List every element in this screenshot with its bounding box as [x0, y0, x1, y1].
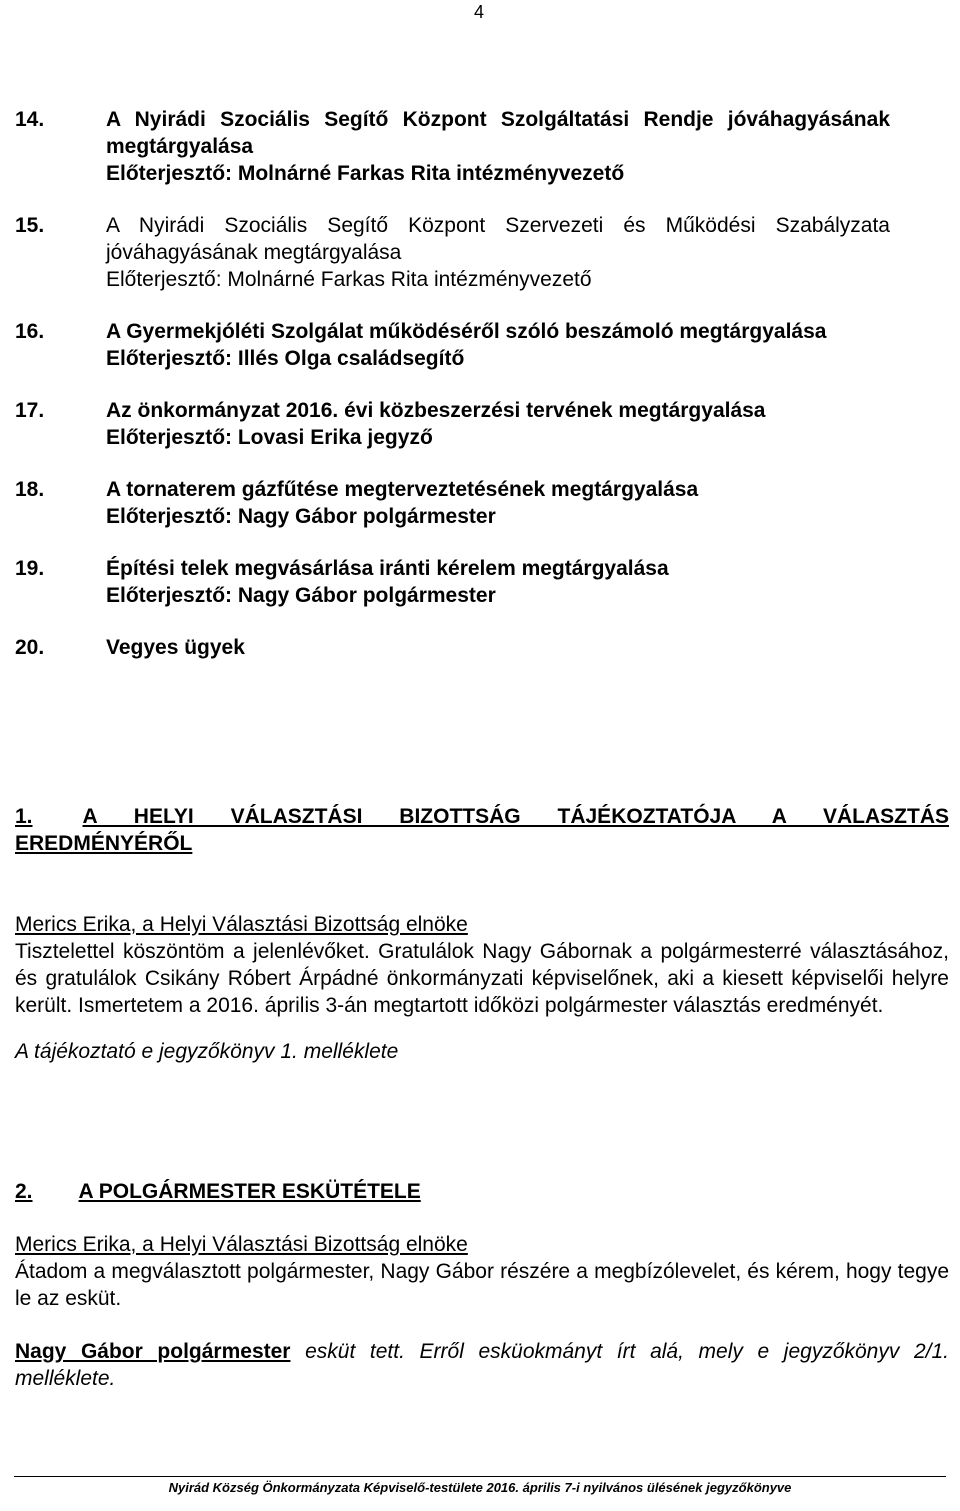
section-2-speaker: Merics Erika, a Helyi Választási Bizottság elnöke	[15, 1233, 468, 1256]
agenda-item-presenter: Előterjesztő: Molnárné Farkas Rita intézményvezető	[106, 268, 592, 291]
agenda-item-presenter: Előterjesztő: Lovasi Erika jegyző	[106, 426, 433, 449]
section-1-note: A tájékoztató e jegyzőkönyv 1. melléklete	[15, 1040, 399, 1063]
page-number: 4	[474, 2, 485, 22]
agenda-item-presenter: Előterjesztő: Molnárné Farkas Rita intézményvezető	[106, 162, 625, 185]
section-2-heading-text: A POLGÁRMESTER ESKÜTÉTELE	[78, 1180, 421, 1203]
agenda-item-number: 14.	[15, 108, 45, 131]
section-2-oath	[15, 1338, 949, 1392]
agenda-item	[15, 634, 890, 661]
agenda-item-title: Az önkormányzat 2016. évi közbeszerzési tervének megtárgyalása	[106, 399, 766, 422]
agenda-item-number: 19.	[15, 557, 45, 580]
agenda-item-title: A Gyermekjóléti Szolgálat működéséről szóló beszámoló megtárgyalása	[106, 320, 827, 343]
page-footer: Nyirád Község Önkormányzata Képviselő-testülete 2016. április 7-i nyilvános ülésének jegyzőkönyve	[168, 1480, 792, 1495]
agenda-item	[15, 106, 890, 187]
agenda-item-number: 17.	[15, 399, 45, 422]
agenda-item	[15, 555, 890, 609]
agenda-item	[15, 212, 890, 293]
section-2	[15, 1178, 949, 1392]
oath-text: esküt tett. Erről esküokmányt írt alá, mely e jegyzőkönyv 2/1. melléklete.	[15, 1340, 949, 1390]
agenda-item-title: A Nyirádi Szociális Segítő Központ Szervezeti és Működési Szabályzata jóváhagyásának megtárgyalása	[106, 214, 890, 264]
agenda-item-title: A Nyirádi Szociális Segítő Központ Szolgáltatási Rendje jóváhagyásának megtárgyalása	[106, 108, 890, 158]
section-2-number: 2.	[15, 1180, 33, 1203]
section-2-heading	[15, 1178, 949, 1205]
agenda-item	[15, 318, 890, 372]
section-1-speaker: Merics Erika, a Helyi Választási Bizottság elnöke	[15, 913, 468, 936]
agenda-list	[15, 106, 890, 686]
agenda-item-title: Építési telek megvásárlása iránti kérelem megtárgyalása	[106, 557, 669, 580]
agenda-item-presenter: Előterjesztő: Nagy Gábor polgármester	[106, 584, 496, 607]
agenda-item-title: Vegyes ügyek	[106, 636, 245, 659]
footer-rule	[14, 1476, 946, 1477]
agenda-item-number: 16.	[15, 320, 45, 343]
agenda-item-title: A tornaterem gázfűtése megterveztetésének megtárgyalása	[106, 478, 699, 501]
agenda-item	[15, 476, 890, 530]
section-1-heading	[15, 803, 949, 830]
agenda-item	[15, 397, 890, 451]
section-2-text: Átadom a megválasztott polgármester, Nagy Gábor részére a megbízólevelet, és kérem, hogy tegye le az esküt.	[15, 1260, 949, 1310]
section-1-heading-line2: EREDMÉNYÉRŐL	[15, 832, 193, 855]
agenda-item-number: 15.	[15, 214, 45, 237]
agenda-item-presenter: Előterjesztő: Illés Olga családsegítő	[106, 347, 465, 370]
oath-name: Nagy Gábor polgármester	[15, 1340, 291, 1363]
section-1	[15, 803, 949, 1065]
section-1-heading-line1: A HELYI VÁLASZTÁSI BIZOTTSÁG TÁJÉKOZTATÓJA A VÁLASZTÁS	[82, 805, 949, 828]
agenda-item-presenter: Előterjesztő: Nagy Gábor polgármester	[106, 505, 496, 528]
section-1-text: Tisztelettel köszöntöm a jelenlévőket. Gratulálok Nagy Gábornak a polgármesterré választásához, és gratulálok Csikány Róbert Árpádné önkormányzati képviselőnek, aki a kiesett képviselői helyre került. Ismertetem a 2016. április 3-án megtartott időközi polgármester választás eredményét.	[15, 940, 949, 1017]
agenda-item-number: 20.	[15, 636, 45, 659]
agenda-item-number: 18.	[15, 478, 45, 501]
section-1-number: 1.	[15, 805, 33, 828]
